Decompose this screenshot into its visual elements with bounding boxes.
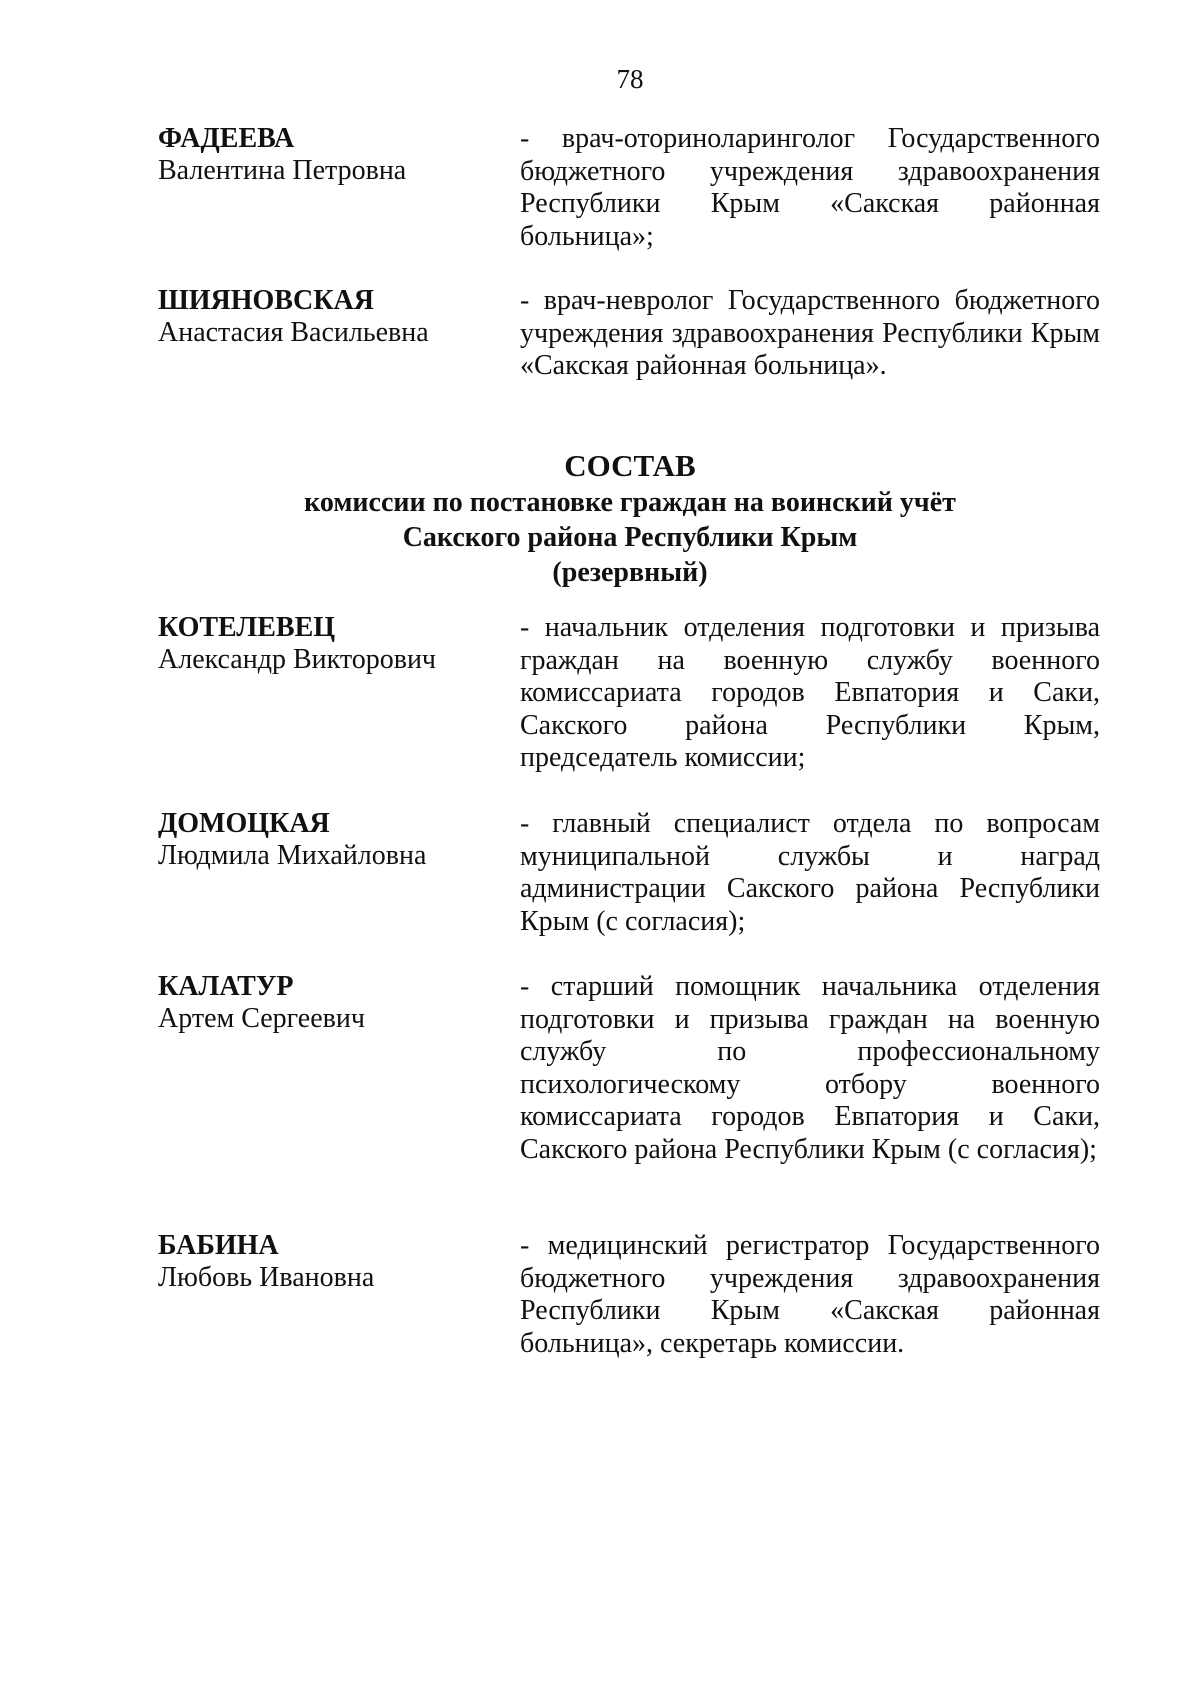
person-given-name: Анастасия Васильевна	[158, 317, 429, 348]
heading-line-1: комиссии по постановке граждан на воинский учёт	[304, 487, 956, 518]
section-heading	[0, 447, 1200, 590]
page-number: 78	[616, 64, 644, 94]
person-surname: ШИЯНОВСКАЯ	[158, 285, 374, 316]
person-name-block	[158, 808, 520, 938]
person-role: - главный специалист отдела по вопросам муниципальной службы и наград администрации Сакского района Республики Крым (с согласия);	[520, 808, 1100, 937]
person-given-name: Александр Викторович	[158, 644, 437, 675]
list-item-babina	[158, 1230, 1100, 1360]
person-name-block	[158, 612, 520, 775]
person-role: - старший помощник начальника отделения подготовки и призыва граждан на военную службу по профессиональному психологическому отбору военного комиссариата городов Евпатория и Саки, Сакского района Республики Крым (с согласия);	[520, 971, 1100, 1165]
person-name-block	[158, 285, 520, 383]
person-given-name: Людмила Михайловна	[158, 840, 427, 871]
heading-line-3: (резервный)	[552, 557, 708, 588]
heading-title: СОСТАВ	[564, 448, 696, 483]
list-item-kalatur	[158, 971, 1100, 1167]
person-role: - медицинский регистратор Государственного бюджетного учреждения здравоохранения Республики Крым «Сакская районная больница», секретарь комиссии.	[520, 1230, 1100, 1359]
person-given-name: Артем Сергеевич	[158, 1003, 365, 1034]
person-role: - врач-оториноларинголог Государственного бюджетного учреждения здравоохранения Республики Крым «Сакская районная больница»;	[520, 123, 1100, 252]
person-surname: БАБИНА	[158, 1230, 279, 1261]
person-given-name: Валентина Петровна	[158, 155, 407, 186]
list-item-fadeeva	[158, 123, 1100, 253]
person-name-block	[158, 971, 520, 1167]
list-item-domotskaya	[158, 808, 1100, 938]
person-role: - начальник отделения подготовки и призыва граждан на военную службу военного комиссариата городов Евпатория и Саки, Сакского района Республики Крым, председатель комиссии;	[520, 612, 1100, 774]
person-surname: ДОМОЦКАЯ	[158, 808, 330, 839]
person-surname: ФАДЕЕВА	[158, 123, 295, 154]
person-role: - врач-невролог Государственного бюджетного учреждения здравоохранения Республики Крым «Сакская районная больница».	[520, 285, 1100, 382]
person-name-block	[158, 123, 520, 253]
person-surname: КОТЕЛЕВЕЦ	[158, 612, 336, 643]
heading-line-2: Сакского района Республики Крым	[402, 522, 858, 553]
list-item-kotelevets	[158, 612, 1100, 775]
list-item-shiyanovskaya	[158, 285, 1100, 383]
person-name-block	[158, 1230, 520, 1360]
person-given-name: Любовь Ивановна	[158, 1262, 375, 1293]
person-surname: КАЛАТУР	[158, 971, 294, 1002]
